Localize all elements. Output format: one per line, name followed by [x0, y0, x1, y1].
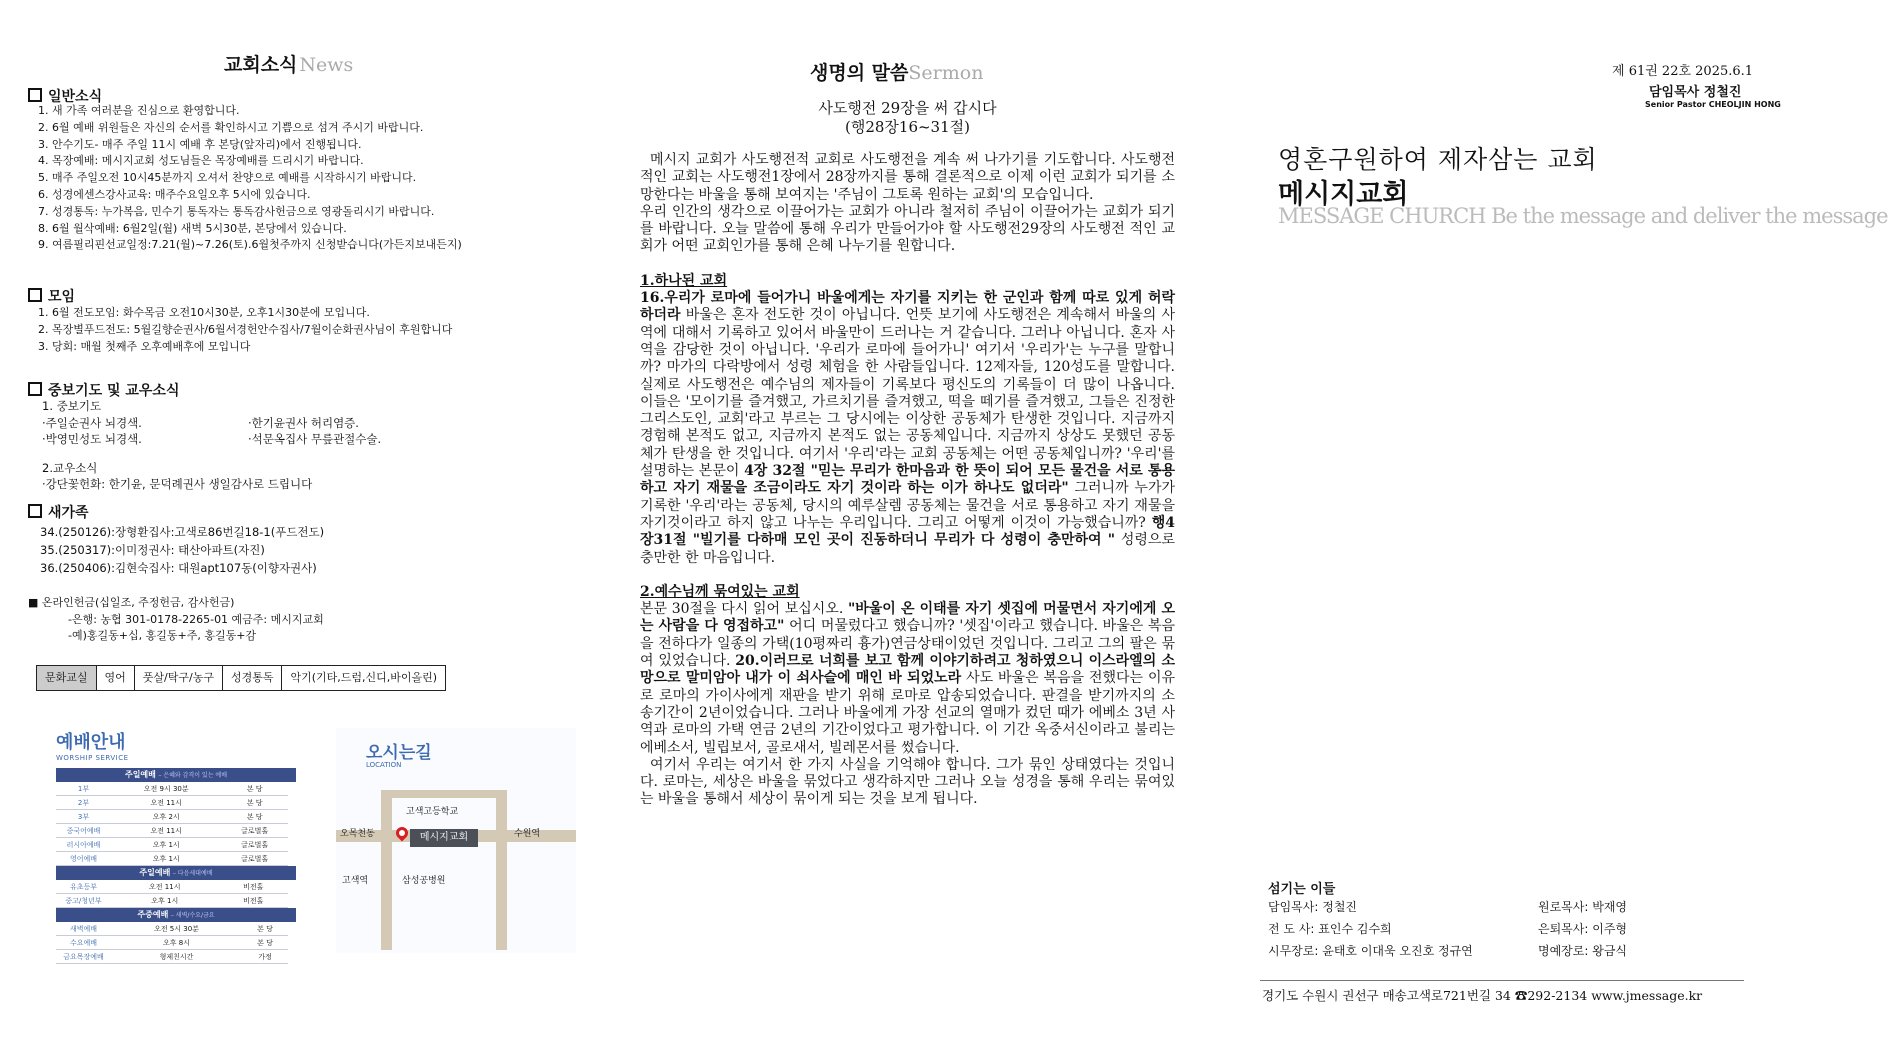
online-line: -예)홍길동+십, 홍길동+주, 홍길동+감 [68, 629, 257, 642]
table-cell: 오전 5시 30분 [111, 922, 242, 936]
prayer-item: ·박영민성도 뇌경색. [42, 432, 142, 446]
prayer-item: ·석문옥집사 무릎관절수술. [248, 432, 382, 446]
table-cell: 금요목장예배 [56, 950, 111, 964]
checkbox-icon [28, 288, 42, 302]
senior-pastor: 담임목사 정철진 [1649, 85, 1742, 100]
general-list [38, 103, 462, 254]
senior-pastor-en: Senior Pastor CHEOLJIN HONG [1645, 100, 1781, 109]
worship-group-table [56, 880, 288, 908]
online-offering [28, 595, 324, 645]
staff-item: 은퇴목사: 이주형 [1538, 922, 1628, 936]
list-item: 8. 6월 월삭예배: 6월2일(월) 새벽 5시30분, 본당에서 있습니다. [38, 221, 347, 235]
culture-cell: 문화교실 [37, 666, 97, 690]
table-cell: 글로벌홀 [221, 852, 288, 866]
table-cell: 본 당 [221, 810, 288, 824]
church-name: 메시지교회 [1278, 179, 1409, 210]
list-item: 35.(250317):이미정권사: 태산아파트(자진) [40, 543, 265, 557]
prayer-item: ·한기윤권사 허리염증. [248, 415, 359, 430]
church-address: 경기도 수원시 권선구 매송고색로721번길 34 ☎292-2134 www.jmessage.kr [1262, 988, 1703, 1003]
table-cell: 비전홀 [219, 894, 288, 908]
worship-subtitle: WORSHIP SERVICE [56, 754, 129, 762]
table-cell: 오전 11시 [111, 824, 221, 838]
sermon-title-ko: 생명의 말씀 [810, 62, 909, 84]
list-item: 34.(250126):장형환집사:고색로86번길18-1(푸드전도) [40, 525, 325, 539]
worship-group-header [56, 866, 296, 880]
issue-number: 제 61권 22호 2025.6.1 [1612, 64, 1754, 79]
verse: "바울이 온 이태를 자기 셋집에 머물면서 자기에게 오는 사람을 다 영접하고" [640, 601, 1175, 635]
text: 그러니까 누가가 기록한 '우리'라는 공동체, 당시의 예루살렘 공동체는 물건을 서로 통용하고 자기 재물을 자기것이라고 하지 않고 나누는 우리입니다. 그리고 어떻게 이것이 가능했습니까? [640, 480, 1175, 531]
table-cell: 오전 11시 [111, 880, 219, 894]
worship-group-title: 주일예배 [139, 868, 171, 877]
table-row [56, 810, 288, 824]
list-item: 1. 새 가족 여러분을 진심으로 환영합니다. [38, 104, 240, 117]
list-item: 6. 성경에센스강사교육: 매주수요일오후 5시에 있습니다. [38, 187, 311, 201]
table-cell: 오후 2시 [111, 810, 221, 824]
verse: 행4장31절 "빌기를 다하매 모인 곳이 진동하더니 무리가 다 성령이 충만하여 " [640, 514, 1175, 549]
table-cell: 오후 1시 [111, 894, 219, 908]
list-item: 3. 안수기도- 매주 주일 11시 예배 후 본당(앞자리)에서 진행됩니다. [38, 137, 362, 151]
culture-cell: 악기(기타,드럼,신디,바이올린) [290, 671, 438, 684]
road [381, 790, 507, 798]
table-cell: 러시아예배 [56, 838, 111, 852]
paragraph [640, 290, 1175, 567]
table-cell: 새벽예배 [56, 922, 111, 936]
table-cell: 중국어예배 [56, 824, 111, 838]
prayer-sub1: 1. 중보기도 [42, 399, 102, 413]
news-title [224, 50, 353, 77]
table-cell: 영어예배 [56, 852, 111, 866]
list-item: 3. 당회: 매월 첫째주 오후예배후에 모입니다 [38, 339, 251, 353]
church-marker: 메시지교회 [410, 829, 478, 847]
divider [1260, 980, 1744, 981]
church-motto: 영혼구원하여 제자삼는 교회 [1278, 145, 1598, 174]
table-row [56, 824, 288, 838]
list-item: 5. 매주 주일오전 10시45분까지 오셔서 찬양으로 예배를 시작하시기 바랍니다. [38, 171, 417, 185]
culture-cell: 영어 [97, 666, 135, 690]
road [381, 790, 392, 950]
road [496, 790, 507, 950]
gathering-list [38, 305, 452, 355]
verse: 4장 32절 "믿는 무리가 한마음과 한 뜻이 되어 모든 물건을 서로 통용하고 자기 재물을 조금이라도 자기 것이라 하는 이가 하나도 없더라" [640, 463, 1175, 497]
newfamily-heading-text: 새가족 [48, 505, 89, 521]
prayer-heading-text: 중보기도 및 교우소식 [48, 383, 180, 399]
staff-item: 원로목사: 박재영 [1538, 900, 1628, 914]
table-cell: 본 당 [242, 922, 288, 936]
prayer-list [42, 398, 381, 493]
table-cell: 3부 [56, 810, 111, 824]
worship-group-table [56, 782, 288, 866]
gathering-heading [28, 286, 75, 306]
table-row [56, 782, 288, 796]
table-row [56, 894, 288, 908]
map-label: 수원역 [514, 829, 541, 839]
table-cell: 오후 8시 [111, 936, 242, 950]
table-row [56, 950, 288, 964]
worship-title: 예배안내 [56, 732, 126, 753]
list-item: 2. 목장별푸드전도: 5월길향순권사/6월서경헌안수집사/7월이순화권사님이 후원합니다 [38, 322, 453, 336]
text: 성령으로 충만한 한 마음입니다. [640, 532, 1176, 566]
table-row [56, 922, 288, 936]
table-cell: 오후 1시 [111, 852, 221, 866]
sermon-title-en: Sermon [908, 62, 984, 84]
staff-title: 섬기는 이들 [1268, 882, 1336, 897]
table-cell: 수요예배 [56, 936, 111, 950]
prayer-sub2: 2.교우소식 [42, 460, 98, 475]
prayer-flower: ·강단꽃헌화: 한기윤, 문덕례권사 생일감사로 드립니다 [42, 477, 313, 491]
culture-cell: 풋살/탁구/농구 [135, 666, 223, 690]
table-row [56, 796, 288, 810]
list-item: 7. 성경통독: 누가복음, 민수기 통독자는 통독감사헌금으로 영광돌리시기 바랍니다. [38, 204, 435, 218]
map-label: 고색고등학교 [406, 807, 459, 817]
table-row [56, 838, 288, 852]
worship-group-header [56, 908, 296, 922]
staff-left [1268, 896, 1473, 962]
online-line: ■ 온라인헌금(십일조, 주정헌금, 감사헌금) [28, 596, 235, 609]
worship-group-header [56, 768, 296, 782]
staff-item: 전 도 사: 표인수 김수희 [1268, 922, 1392, 936]
list-item: 9. 여름필리핀선교일정:7.21(월)~7.26(토).6월첫주까지 신청받습니다(가든지보내든지) [38, 238, 462, 252]
worship-table [56, 768, 296, 964]
gathering-heading-text: 모임 [48, 289, 76, 305]
staff-item: 시무장로: 윤태호 이대욱 오진호 정규연 [1268, 944, 1473, 958]
worship-group-title: 주일예배 [124, 770, 156, 779]
sermon-body [640, 152, 1175, 809]
culture-cell: 성경통독 [223, 666, 283, 690]
table-row [56, 936, 288, 950]
table-row [56, 880, 288, 894]
location-map [336, 728, 576, 953]
news-title-ko: 교회소식 [224, 54, 298, 76]
table-cell: 형제친시간 [111, 950, 242, 964]
staff-item: 담임목사: 정철진 [1268, 900, 1358, 914]
table-cell: 글로벌홀 [221, 824, 288, 838]
worship-group-note: – 새벽/수요/금요 [170, 912, 215, 919]
online-line: -은행: 농협 301-0178-2265-01 예금주: 메시지교회 [68, 612, 324, 626]
text: 본문 30절을 다시 읽어 보십시오. [640, 601, 848, 618]
table-cell: 본 당 [242, 936, 288, 950]
map-label: 고색역 [342, 876, 369, 886]
list-item: 36.(250406):김현숙집사: 대원apt107동(이향자권사) [40, 561, 317, 575]
table-cell: 1부 [56, 782, 111, 796]
prayer-row [42, 431, 381, 448]
verse: 16.우리가 로마에 들어가니 바울에게는 자기를 지키는 한 군인과 함께 따로 있게 허락하더라 [640, 290, 1175, 324]
newfamily-list [40, 523, 324, 577]
worship-group-note: – 은혜와 감격이 있는 예배 [158, 772, 228, 779]
table-cell: 본 당 [221, 782, 288, 796]
table-row [56, 852, 288, 866]
table-cell: 2부 [56, 796, 111, 810]
table-cell: 비전홀 [219, 880, 288, 894]
map-label: 오목천동 [340, 829, 375, 839]
news-title-en: News [299, 54, 354, 76]
table-cell: 본 당 [221, 796, 288, 810]
paragraph: 우리 인간의 생각으로 이끌어가는 교회가 아니라 철저히 주님이 이끌어가는 교회가 되기를 바랍니다. 오늘 말씀에 통해 우리가 만들어가야 할 사도행전29장의 사도행전 적인 교회가 어떤 교회인가를 통해 은혜 나누기를 원합니다. [640, 203, 1175, 255]
table-cell: 오전 9시 30분 [111, 782, 221, 796]
worship-guide [56, 728, 296, 978]
worship-group-title: 주중예배 [137, 910, 169, 919]
prayer-item: ·주일순권사 뇌경색. [42, 415, 142, 430]
paragraph: 여기서 우리는 여기서 한 가지 사실을 기억해야 합니다. 그가 묶인 상태였다는 것입니다. 로마는, 세상은 바울을 묶었다고 생각하지만 그러나 오늘 성경을 통해 우리는 묶여있는 바울을 통해서 세상이 묶이게 되는 것을 보게 됩니다. [640, 756, 1175, 808]
table-cell: 가정 [242, 950, 288, 964]
paragraph [640, 601, 1175, 757]
checkbox-icon [28, 382, 42, 396]
sermon-reference: (행28장16~31절) [844, 118, 970, 136]
text: 사도 바울은 복음을 전했다는 이유로 로마의 가이사에게 재판을 받기 위해 로마로 압송되었습니다. 판결을 받기까지의 소송기간이 2년이었습니다. 그러나 바울에게 가장 선교의 열매가 컸던 때가 에베소 3년 사역과 로마의 가택 연금 2년의 기간이었다고 평가합니다. 이 기간 옥중서신이라고 불리는 에베소서, 빌립보서, 골로새서, 빌레몬서를 썼습니다. [640, 670, 1175, 756]
prayer-heading [28, 380, 179, 400]
section-heading: 2.예수님께 묶여있는 교회 [640, 583, 800, 600]
location-title: 오시는길 [366, 743, 432, 763]
sermon-heading: 사도행전 29장을 써 갑시다 [818, 99, 997, 117]
sermon-title [810, 58, 983, 85]
section-heading: 1.하나된 교회 [640, 272, 728, 289]
list-item: 2. 6월 예배 위원들은 자신의 순서를 확인하시고 기쁨으로 섬겨 주시기 바랍니다. [38, 120, 424, 134]
general-heading-text: 일반소식 [48, 89, 103, 105]
table-cell: 유초등부 [56, 880, 111, 894]
location-subtitle: LOCATION [366, 761, 402, 769]
map-label: 삼성공병원 [402, 876, 446, 886]
table-cell: 글로벌홀 [221, 838, 288, 852]
church-name-en: MESSAGE CHURCH Be the message and deliver the message [1278, 204, 1888, 228]
worship-group-note: – 다음세대예배 [172, 870, 213, 877]
staff-item: 명예장로: 왕금식 [1538, 944, 1628, 958]
paragraph: 메시지 교회가 사도행전적 교회로 사도행전을 계속 써 나가기를 기도합니다. 사도행전적인 교회는 사도행전1장에서 28장까지를 통해 결론적으로 이제 이런 교회가 되기를 소망한다는 바울을 통해 보여지는 '주님이 그토록 원하는 교회'의 모습입니다. [640, 152, 1175, 203]
newfamily-heading [28, 502, 89, 522]
checkbox-icon [28, 88, 42, 102]
verse: 20.이러므로 너희를 보고 함께 이야기하려고 청하였으니 이스라엘의 소망으로 말미암아 내가 이 쇠사슬에 매인 바 되었노라 [640, 653, 1175, 687]
table-cell: 오후 1시 [111, 838, 221, 852]
list-item: 1. 6월 전도모임: 화수목금 오전10시30분, 오후1시30분에 모입니다. [38, 306, 370, 319]
table-cell: 중고/청년부 [56, 894, 111, 908]
list-item: 4. 목장예배: 메시지교회 성도님들은 목장예배를 드리시기 바랍니다. [38, 154, 364, 168]
prayer-row [42, 415, 381, 432]
table-cell: 오전 11시 [111, 796, 221, 810]
text: 바울은 혼자 전도한 것이 아닙니다. 언뜻 보기에 사도행전은 계속해서 바울의 사역에 대해서 기록하고 있어서 바울만이 드러나는 거 같습니다. 그러나 아닙니다. 혼자 사역을 감당한 것이 아닙니다. '우리가 로마에 들어가니' 여기서 '우리가'는 누구를 말합니까? 마가의 다락방에서 성령 체험을 한 사람들입니다. 12제자들, 120성도를 말합니다. 실제로 사도행전은 예수님의 제자들이 기록보다 평신도의 기록들이 더 많이 나옵니다. 이들은 '모이기를 즐겨했고, 가르치기를 즐겨했고, 떡을 떼기를 즐겨했고, 그들은 진정한 그리스도인, 교회'라고 부르는 그 당시에는 이상한 공동체가 탄생한 것입니다. 지금까지 경험해 본적도 없고, 지금까지 본적도 없는 공동체입니다. 지금까지 상상도 못했던 공동체가 탄생을 한 것입니다. 여기서 '우리'라는 교회 공동체는 어떤 공동체입니까? '우리'를 설명하는 본문이 [640, 307, 1175, 480]
checkbox-icon [28, 504, 42, 518]
culture-class-table [36, 665, 446, 691]
text: 어디 머물렀다고 했습니까? '셋집'이라고 했습니다. 바울은 복음을 전하다가 일종의 가택(10평짜리 흉가)연금상태이었던 것입니다. 그리고 그의 팔은 묶여 있었습니다. [640, 618, 1175, 670]
staff-right [1538, 896, 1627, 962]
worship-group-table [56, 922, 288, 964]
